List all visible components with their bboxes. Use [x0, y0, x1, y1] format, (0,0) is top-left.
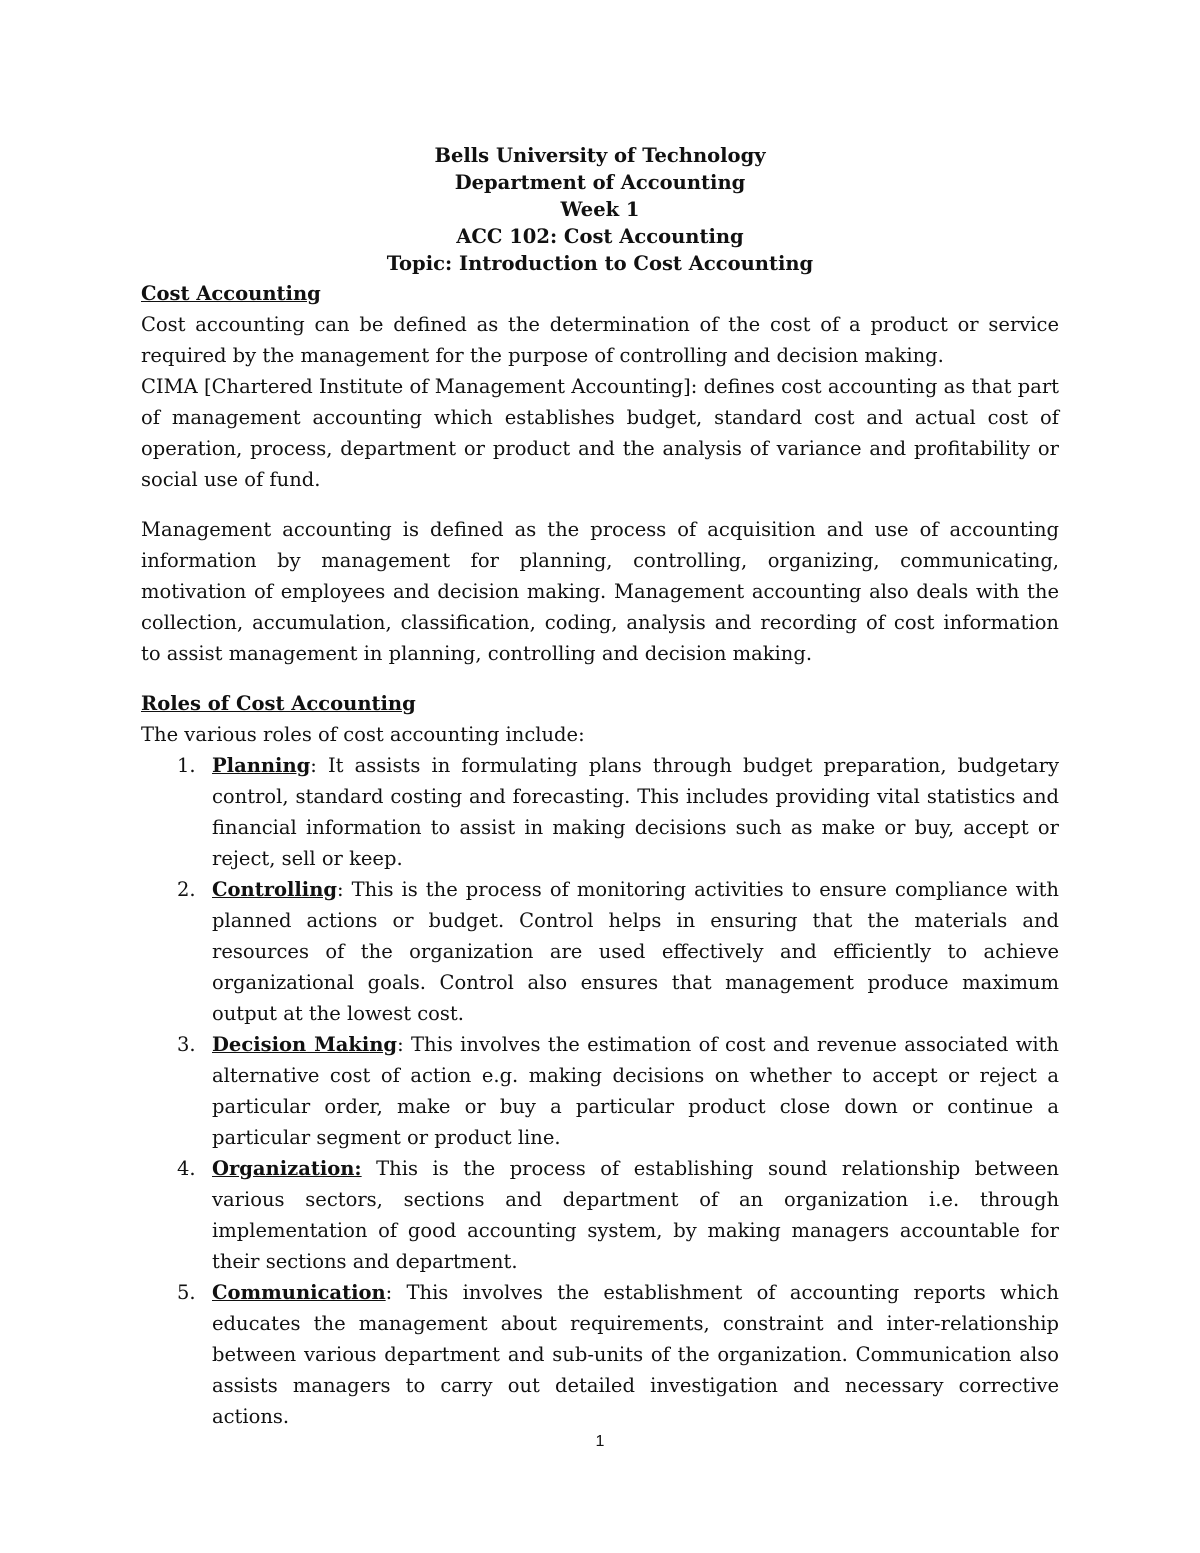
- role-term: Planning: [212, 754, 311, 777]
- course-title: ACC 102: Cost Accounting: [456, 225, 744, 248]
- week-label: Week 1: [560, 198, 640, 221]
- role-separator: :: [385, 1281, 393, 1304]
- list-item: [141, 1029, 1059, 1153]
- role-term: Decision Making: [212, 1033, 398, 1056]
- section-heading-roles: Roles of Cost Accounting: [141, 692, 416, 715]
- document-page: [141, 142, 1059, 1432]
- paragraph-spacer: [141, 495, 1059, 514]
- page-number: 1: [595, 1433, 605, 1450]
- role-separator: :: [337, 878, 344, 901]
- role-description: This involves the establishment of accounting reports which educates the management about requirements, constraint and inter-relationship between various department and sub-units of the organization. Communication also assists managers to carry out detailed investigation and necessary corrective actions.: [212, 1281, 1059, 1428]
- role-description: This involves the estimation of cost and revenue associated with alternative cost of action e.g. making decisions on whether to accept or reject a particular order, make or buy a particular product close down or continue a particular segment or product line.: [212, 1033, 1059, 1149]
- roles-list: [141, 750, 1059, 1432]
- university-name: Bells University of Technology: [434, 144, 766, 167]
- list-number: 5.: [177, 1281, 196, 1304]
- role-separator: :: [397, 1033, 404, 1056]
- list-item: [141, 1153, 1059, 1277]
- list-item: [141, 750, 1059, 874]
- list-item: [141, 874, 1059, 1029]
- role-description: This is the process of establishing sound relationship between various sectors, sections and department of an organization i.e. through implementation of good accounting system, by making managers accountable for their sections and department.: [212, 1157, 1059, 1273]
- role-term: Controlling: [212, 878, 338, 901]
- paragraph-spacer: [141, 669, 1059, 688]
- department-name: Department of Accounting: [454, 171, 746, 194]
- list-number: 1.: [177, 754, 196, 777]
- list-number: 3.: [177, 1033, 196, 1056]
- role-term: Organization:: [212, 1157, 362, 1180]
- paragraph-cima-definition: CIMA [Chartered Institute of Management Accounting]: defines cost accounting as that part of management accounting which establishes budget, standard cost and actual cost of operation, process, department or product and the analysis of variance and profitability or social use of fund.: [141, 375, 1059, 491]
- paragraph-management-accounting: Management accounting is defined as the process of acquisition and use of accounting information by management for planning, controlling, organizing, communicating, motivation of employees and decision making. Management accounting also deals with the collection, accumulation, classification, coding, analysis and recording of cost information to assist management in planning, controlling and decision making.: [141, 518, 1059, 665]
- section-heading-cost-accounting: Cost Accounting: [141, 282, 321, 305]
- role-description: It assists in formulating plans through budget preparation, budgetary control, standard costing and forecasting. This includes providing vital statistics and financial information to assist in making decisions such as make or buy, accept or reject, sell or keep.: [212, 754, 1059, 870]
- document-header: [141, 142, 1059, 277]
- role-description: This is the process of monitoring activities to ensure compliance with planned actions or budget. Control helps in ensuring that the materials and resources of the organization are used effectively and efficiently to achieve organizational goals. Control also ensures that management produce maximum output at the lowest cost.: [212, 878, 1059, 1025]
- role-term: Communication: [212, 1281, 386, 1304]
- paragraph-definition: Cost accounting can be defined as the determination of the cost of a product or service required by the management for the purpose of controlling and decision making.: [141, 313, 1059, 367]
- roles-intro: The various roles of cost accounting include:: [141, 723, 585, 746]
- topic-title: Topic: Introduction to Cost Accounting: [386, 252, 814, 275]
- list-number: 4.: [177, 1157, 196, 1180]
- list-item: [141, 1277, 1059, 1432]
- list-number: 2.: [177, 878, 196, 901]
- role-separator: :: [310, 754, 317, 777]
